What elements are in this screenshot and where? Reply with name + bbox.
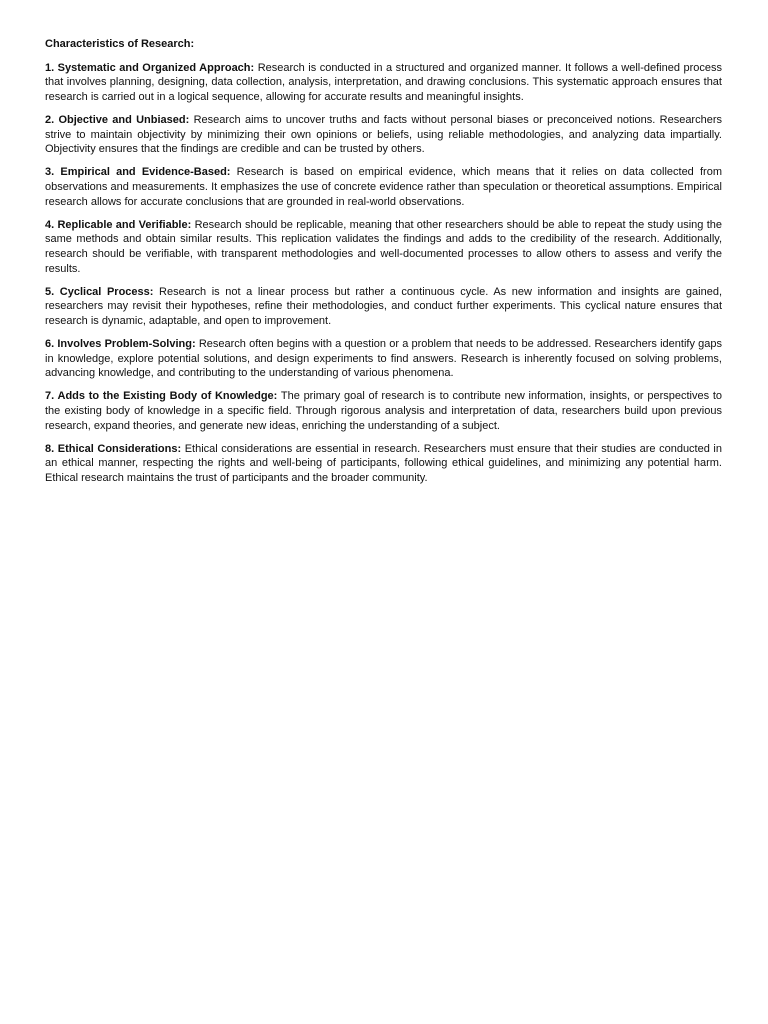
item-heading: 2. Objective and Unbiased: <box>45 113 190 126</box>
document-page <box>45 37 722 494</box>
item-heading: 4. Replicable and Verifiable: <box>45 218 192 231</box>
item-body: The primary goal of research is to contribute new information, insights, or perspectives to the existing body of knowledge in a specific field. Through rigorous analysis and interpretation of data, researchers build upon previous research, expand theories, and generate new ideas, enriching the understanding of a subject. <box>45 390 722 432</box>
item-heading: 3. Empirical and Evidence-Based: <box>45 166 231 179</box>
item-body: Research should be replicable, meaning that other researchers should be able to repeat the study using the same methods and obtain similar results. This replication validates the findings and adds to the credibility of the research. Additionally, research should be verifiable, with transparent methodologies and well-documented processes to allow others to assess and verify the results. <box>45 218 722 275</box>
characteristic-item-4 <box>45 218 722 276</box>
characteristic-item-7 <box>45 389 722 433</box>
item-heading: 6. Involves Problem-Solving: <box>45 338 196 351</box>
item-heading: 1. Systematic and Organized Approach: <box>45 61 255 74</box>
characteristic-item-2 <box>45 113 722 157</box>
characteristic-item-8 <box>45 442 722 486</box>
characteristic-item-5 <box>45 285 722 329</box>
characteristic-item-6 <box>45 337 722 381</box>
item-body: Research often begins with a question or a problem that needs to be addressed. Researchers identify gaps in knowledge, explore potential solutions, and design experiments to find answers. Research is inherently focused on solving problems, advancing knowledge, and contributing to the understanding of various phenomena. <box>45 338 722 380</box>
item-heading: 5. Cyclical Process: <box>45 285 154 298</box>
document-title: Characteristics of Research: <box>45 38 195 50</box>
characteristic-item-1 <box>45 61 722 105</box>
item-heading: 7. Adds to the Existing Body of Knowledge: <box>45 390 278 403</box>
item-body: Research is based on empirical evidence, which means that it relies on data collected from observations and measurements. It emphasizes the use of concrete evidence rather than speculation or theoretical assumptions. Empirical research allows for accurate conclusions that are grounded in real-world observations. <box>45 166 722 208</box>
item-body: Research is conducted in a structured and organized manner. It follows a well-defined process that involves planning, designing, data collection, analysis, interpretation, and drawing conclusions. This systematic approach ensures that research is carried out in a logical sequence, allowing for accurate results and meaningful insights. <box>45 61 722 103</box>
item-body: Research is not a linear process but rather a continuous cycle. As new information and insights are gained, researchers may revisit their hypotheses, refine their methodologies, and conduct further experiments. This cyclical nature ensures that research is dynamic, adaptable, and open to improvement. <box>45 285 723 327</box>
characteristic-item-3 <box>45 165 722 209</box>
item-body: Research aims to uncover truths and facts without personal biases or preconceived notions. Researchers strive to maintain objectivity by minimizing their own opinions or beliefs, using reliable methodologies, and analyzing data impartially. Objectivity ensures that the findings are credible and can be trusted by others. <box>45 113 722 156</box>
item-body: Ethical considerations are essential in research. Researchers must ensure that their studies are conducted in an ethical manner, respecting the rights and well-being of participants, following ethical guidelines, and minimizing any potential harm. Ethical research maintains the trust of participants and the broader community. <box>45 442 722 484</box>
item-heading: 8. Ethical Considerations: <box>45 442 182 455</box>
